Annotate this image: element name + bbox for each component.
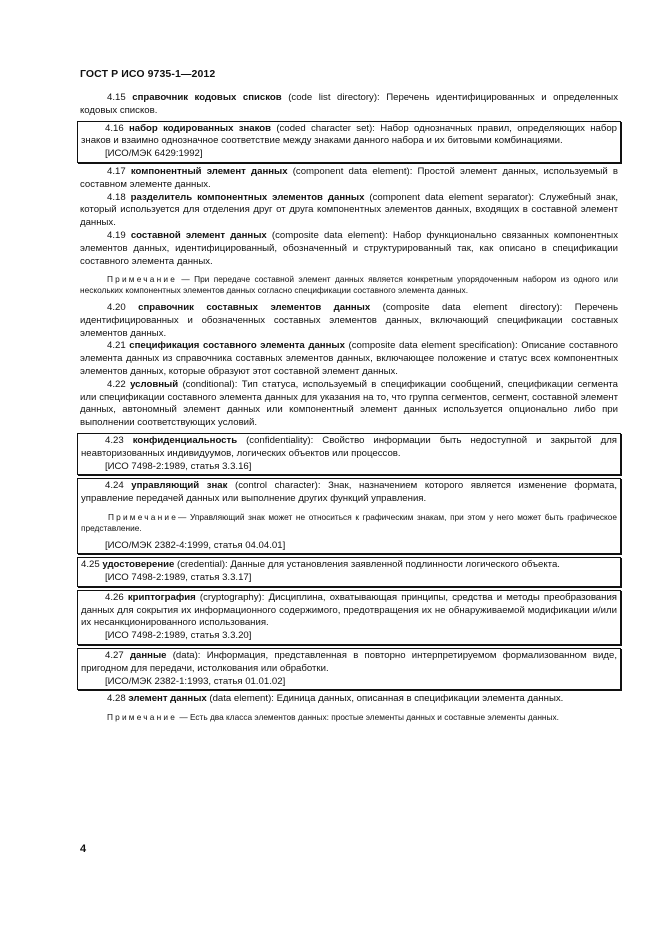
entry-definition: (control character): Знак, назначением которого является изменение формата, управление передачей данных или выполнение других функций управления. <box>81 480 617 505</box>
entry-definition: (coded character set): Набор однозначных правил, определяющих набор знаков и взаимно однозначное соответствие между знаками данного набора и их битовыми комбинациями. <box>81 122 617 147</box>
entry-number: 4.16 <box>105 122 124 134</box>
entry-box-4-24 <box>77 478 621 554</box>
entry-4-20 <box>80 302 618 340</box>
entry-number: 4.21 <box>107 340 126 352</box>
entry-term: спецификация составного элемента данных <box>129 340 345 352</box>
entry-term: справочник составных элементов данных <box>138 301 371 313</box>
entry-4-23 <box>81 435 617 461</box>
entry-number: 4.23 <box>105 434 124 446</box>
entry-number: 4.26 <box>105 591 124 603</box>
entry-source: [ИСО/МЭК 6429:1992] <box>105 148 203 160</box>
entry-number: 4.15 <box>107 92 126 103</box>
entry-term: данные <box>129 650 167 662</box>
entry-number: 4.20 <box>107 301 126 313</box>
entry-4-19 <box>80 230 618 268</box>
entry-box-4-16 <box>77 121 621 163</box>
entry-4-18 <box>80 192 618 230</box>
entry-term: элемент данных <box>128 693 207 705</box>
entry-number: 4.27 <box>105 650 124 662</box>
entry-definition: (conditional): Тип статуса, используемый в спецификации сообщений, спецификации сегмента или спецификации составного элемента данных для указания на то, что группа сегментов, сегмент, составной элемент данных, автономный элемент данных или компонентный элемент данных используется опционально либо при выполнении соответствующих условий. <box>80 378 618 429</box>
entry-4-21 <box>80 340 618 378</box>
entry-4-15 <box>80 92 618 118</box>
page-number: 4 <box>80 843 87 855</box>
entry-definition: (data): Информация, представленная в повторно интерпретируемом формализованном виде, пригодном для передачи, истолкования или обработки. <box>81 650 617 674</box>
entry-4-27 <box>81 650 617 676</box>
entry-4-24 <box>81 480 617 506</box>
entry-number: 4.22 <box>107 378 126 390</box>
entry-4-22 <box>80 379 618 430</box>
entry-definition: (data element): Единица данных, описанная в спецификации элемента данных. <box>206 693 564 705</box>
entry-definition: (composite data element specification): Описание составного элемента данных из справочника составных элементов данных, включающее положение и статус всех компонентных элементов данных, которые образуют этот составной элемент данных. <box>80 340 618 377</box>
entry-term: удостоверение <box>102 559 175 571</box>
entry-note <box>80 274 618 296</box>
note-text: — Управляющий знак может не относиться к графическим знакам, при этом у него может быть графическое представление. <box>81 511 617 533</box>
entry-term: управляющий знак <box>131 480 228 492</box>
entry-4-17 <box>80 166 618 192</box>
entry-number: 4.17 <box>107 165 126 177</box>
entry-note <box>81 512 617 534</box>
entry-number: 4.28 <box>107 693 126 705</box>
entry-4-25 <box>81 559 617 572</box>
document-body <box>80 92 618 729</box>
entry-box-4-27 <box>77 648 621 690</box>
note-text: — При передаче составной элемент данных является конкретным упорядоченным набором из одного или нескольких компонентных элементов данных согласно спецификации составного элемента данных. <box>80 274 618 296</box>
entry-term: набор кодированных знаков <box>129 122 272 134</box>
entry-source: [ИСО 7498-2:1989, статья 3.3.16] <box>105 460 252 472</box>
entry-definition: (cryptography): Дисциплина, охватывающая принципы, средства и методы преобразования данных для сокрытия их информационного содержимого, предотвращения их не обнаруживаемой модификации и/или их несанкционированного использования. <box>81 591 617 629</box>
entry-term: разделитель компонентных элементов данных <box>130 191 365 203</box>
entry-definition: (code list directory): Перечень идентифицированных и определенных кодовых списков. <box>80 92 618 116</box>
entry-number: 4.24 <box>105 480 124 492</box>
entry-4-28 <box>80 693 618 706</box>
entry-definition: (composite data element directory): Перечень идентифицированных и обозначенных составных элементов данных, включающий спецификации составных элементов данных. <box>80 301 618 339</box>
entry-term: условный <box>130 378 179 390</box>
entry-term: справочник кодовых списков <box>132 92 282 103</box>
entry-definition: (composite data element): Набор функционально связанных компонентных элементов данных, идентифицированный, обозначенный и структурированный так, как описано в спецификации составного элемента данных. <box>80 229 618 267</box>
note-label: Примечание <box>107 712 178 723</box>
entry-term: криптография <box>127 591 196 603</box>
entry-source: [ИСО 7498-2:1989, статья 3.3.17] <box>105 572 252 584</box>
entry-term: конфиденциальность <box>132 434 238 446</box>
entry-source: [ИСО/МЭК 2382-1:1993, статья 01.01.02] <box>105 675 286 687</box>
note-text: — Есть два класса элементов данных: простые элементы данных и составные элементы данных. <box>177 712 559 723</box>
note-label: Примечание <box>107 274 178 285</box>
entry-box-4-25 <box>77 557 621 587</box>
entry-number: 4.25 <box>81 559 100 571</box>
entry-term: компонентный элемент данных <box>130 165 288 177</box>
entry-definition: (component data element): Простой элемент данных, используемый в составном элементе данных. <box>80 165 618 190</box>
entry-box-4-23 <box>77 433 621 475</box>
entry-box-4-26 <box>77 590 621 645</box>
entry-note <box>80 712 618 723</box>
entry-definition: (credential): Данные для установления заявленной подлинности логического объекта. <box>174 559 560 571</box>
entry-4-26 <box>81 592 617 630</box>
entry-definition: (component data element separator): Служебный знак, который используется для отделения друг от друга компонентных элементов данных, входящих в составной элемент данных. <box>80 191 618 229</box>
entry-4-16 <box>81 123 617 149</box>
entry-definition: (confidentiality): Свойство информации быть недоступной и закрытой для неавторизованных индивидуумов, логических объектов или процессов. <box>81 434 617 459</box>
entry-term: составной элемент данных <box>130 229 267 241</box>
entry-number: 4.19 <box>107 229 126 241</box>
entry-source: [ИСО 7498-2:1989, статья 3.3.20] <box>105 630 252 642</box>
document-header: ГОСТ Р ИСО 9735-1—2012 <box>80 68 216 80</box>
note-label: Примечание <box>108 511 179 522</box>
entry-source: [ИСО/МЭК 2382-4:1999, статья 04.04.01] <box>105 539 286 551</box>
entry-number: 4.18 <box>107 191 126 203</box>
